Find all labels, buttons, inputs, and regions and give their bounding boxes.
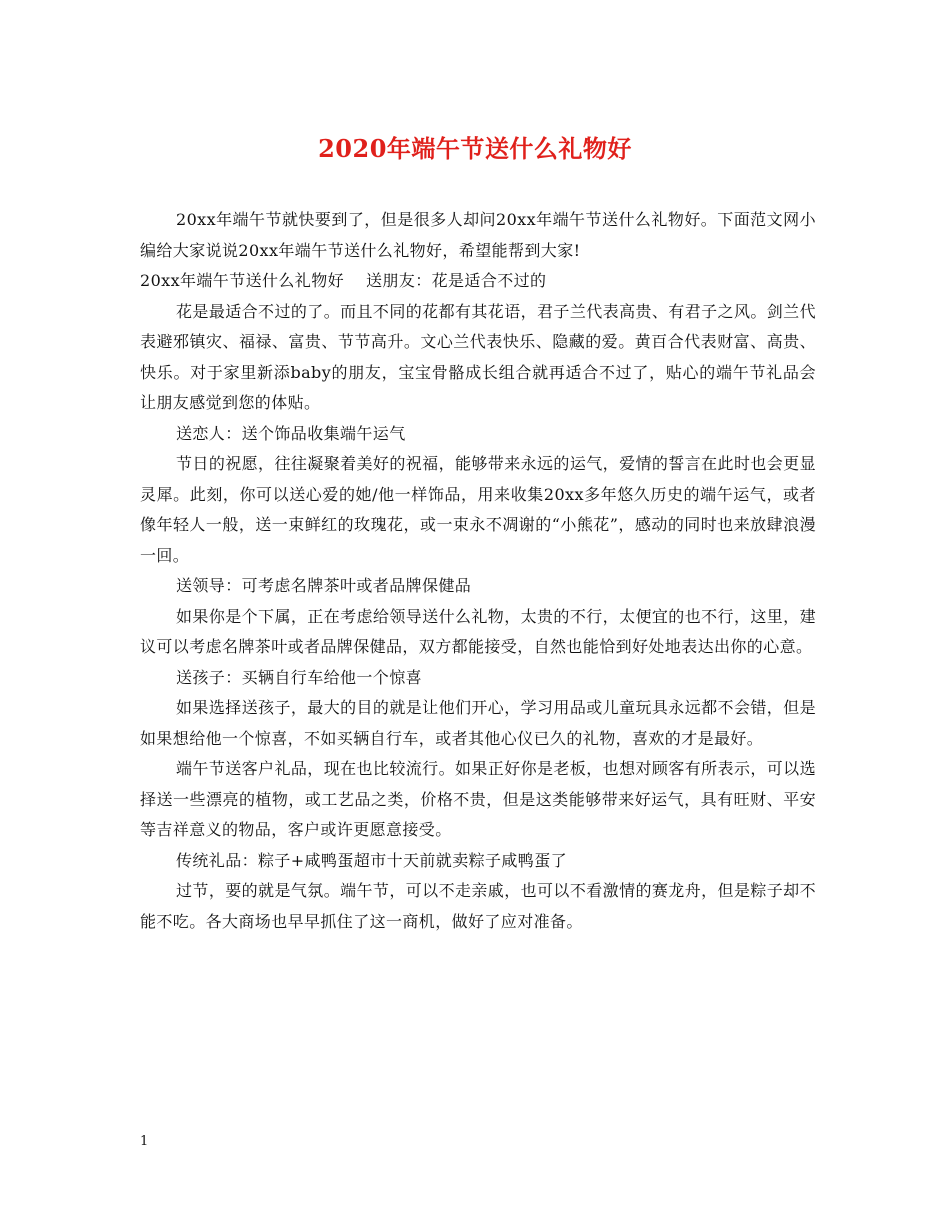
page-number: 1 [140,1134,149,1149]
paragraph: 过节，要的就是气氛。端午节，可以不走亲戚，也可以不看激情的赛龙舟，但是粽子却不能不吃。各大商场也早早抓住了这一商机，做好了应对准备。 [140,881,816,931]
paragraph: 节日的祝愿，往往凝聚着美好的祝福，能够带来永远的运气，爱情的誓言在此时也会更显灵犀。此刻，你可以送心爱的她/他一样饰品，用来收集20xx多年悠久历史的端午运气，或者像年轻人一般，送一束鲜红的玫瑰花，或一束永不凋谢的“小熊花”，感动的同时也来放肆浪漫一回。 [140,454,816,565]
section-heading: 送领导：可考虑名牌茶叶或者品牌保健品 [176,576,472,595]
subheading-line [140,266,816,297]
paragraph: 花是最适合不过的了。而且不同的花都有其花语，君子兰代表高贵、有君子之风。剑兰代表避邪镇灾、福禄、富贵、节节高升。文心兰代表快乐、隐藏的爱。黄百合代表财富、高贵、快乐。对于家里新添baby的朋友，宝宝骨骼成长组合就再适合不过了，贴心的端午节礼品会让朋友感觉到您的体贴。 [140,301,816,412]
subheading-part: 20xx年端午节送什么礼物好 [140,271,345,290]
paragraph: 20xx年端午节就快要到了，但是很多人却问20xx年端午节送什么礼物好。下面范文网小编给大家说说20xx年端午节送什么礼物好，希望能帮到大家! [140,210,816,260]
section-heading: 传统礼品：粽子+咸鸭蛋超市十天前就卖粽子咸鸭蛋了 [176,850,568,870]
subheading-part: 送朋友：花是适合不过的 [366,271,547,290]
paragraph: 如果选择送孩子，最大的目的就是让他们开心，学习用品或儿童玩具永远都不会错，但是如果想给他一个惊喜，不如买辆自行车，或者其他心仪已久的礼物，喜欢的才是最好。 [140,698,816,748]
section-heading: 送恋人：送个饰品收集端午运气 [176,423,406,443]
document-body [140,205,816,937]
paragraph: 端午节送客户礼品，现在也比较流行。如果正好你是老板，也想对顾客有所表示，可以选择送一些漂亮的植物，或工艺品之类，价格不贵，但是这类能够带来好运气，具有旺财、平安等吉祥意义的物品，客户或许更愿意接受。 [140,759,816,839]
paragraph: 如果你是个下属，正在考虑给领导送什么礼物，太贵的不行，太便宜的也不行，这里，建议可以考虑名牌茶叶或者品牌保健品，双方都能接受，自然也能恰到好处地表达出你的心意。 [140,606,816,656]
document-title: 2020年端午节送什么礼物好 [318,134,632,163]
section-heading: 送孩子：买辆自行车给他一个惊喜 [176,667,423,687]
